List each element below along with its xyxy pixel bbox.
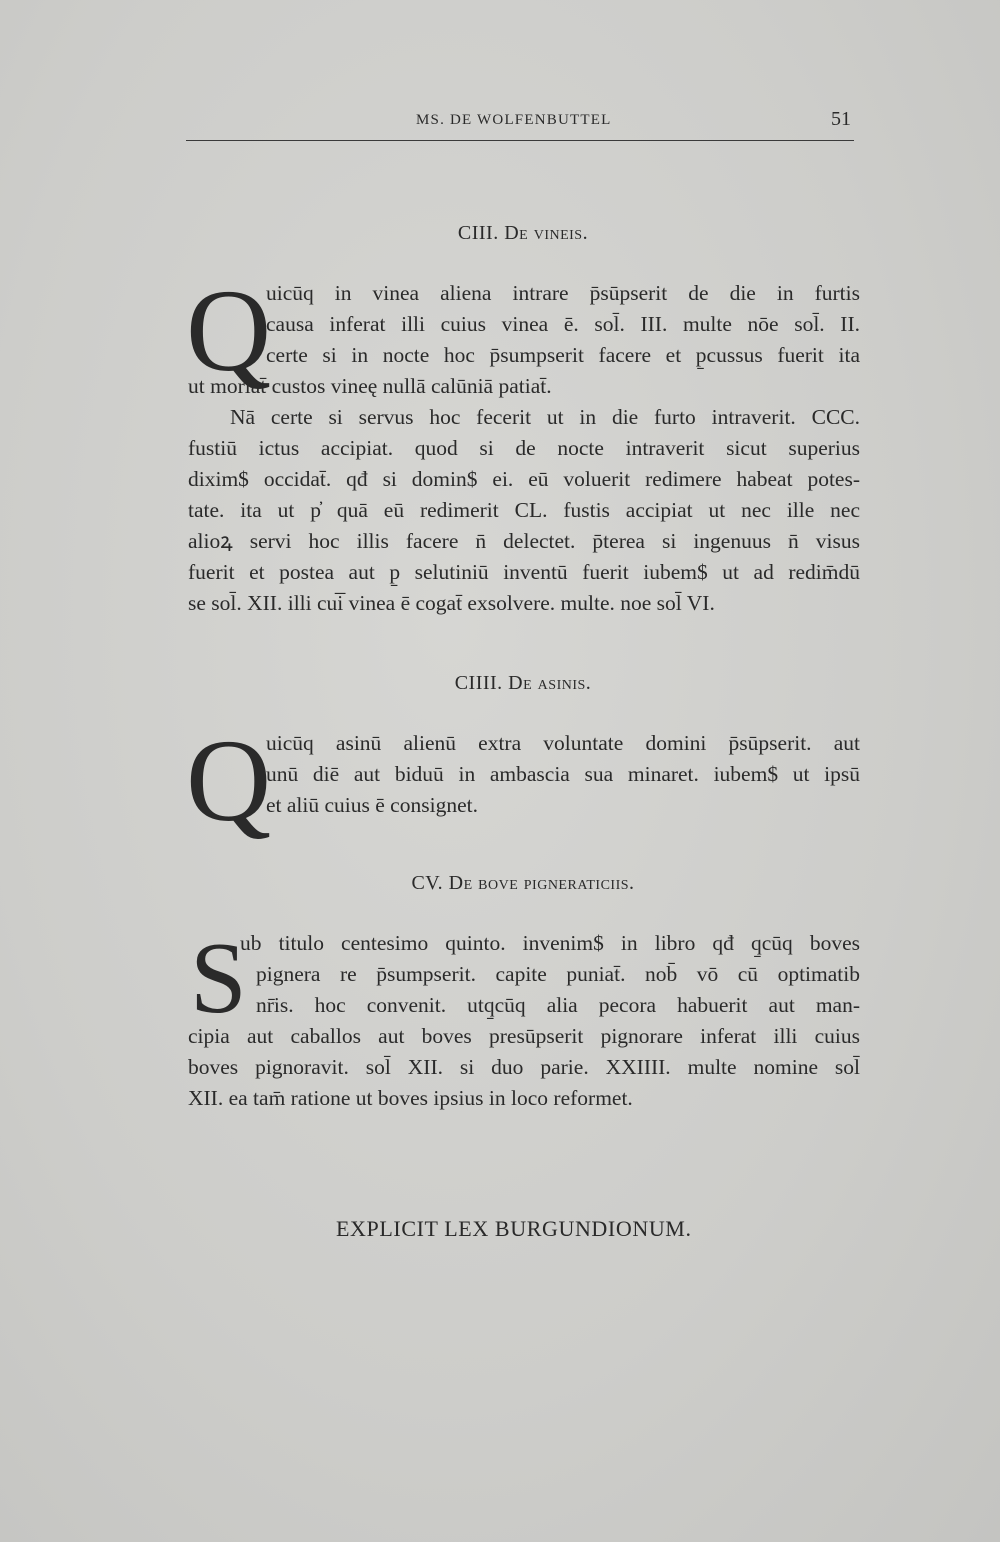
header-rule (186, 140, 854, 141)
section-heading-ciii (188, 222, 858, 245)
text-line: Nā certe si servus hoc fecerit ut in die furto intraverit. CCC. (230, 405, 860, 429)
running-head (188, 108, 853, 138)
text-line: uicūq in vinea aliena intrare p̄sūpserit de die in furtis (266, 281, 860, 305)
section-title: De vineis. (504, 222, 589, 244)
section-numeral: CIII. (457, 222, 499, 244)
text-line: pignera re p̄sumpserit. capite puniat̄. nob̄ vō cū optimatib (256, 962, 860, 986)
text-line: cipia aut caballos aut boves presūpserit pignorare inferat illi cuius (188, 1024, 860, 1048)
text-line: ut moriat̄ custos vineę nullā calūniā patiat̄. (188, 374, 552, 398)
text-line: causa inferat illi cuius vinea ē. sol̄. III. multe nōe sol̄. II. (266, 312, 860, 336)
text-line: fuerit et postea aut p̱ selutiniū inventū fuerit iubem$ ut ad redim̄dū (188, 560, 860, 584)
running-title: MS. DE WOLFENBUTTEL (416, 112, 612, 128)
section-title: De bove pigneraticiis. (448, 872, 635, 894)
text-line: dixim$ occidat̄. qđ si domin$ ei. eū voluerit redimere habeat potes- (188, 467, 860, 491)
section-text-cv (188, 922, 860, 1114)
text-line: fustiū ictus accipiat. quod si de nocte intraverit sicut superius (188, 436, 860, 460)
section-text-ciii (188, 278, 860, 619)
text-line: se sol̄. XII. illi cui̅ vinea ē cogat̄ exsolvere. multe. noe sol̄ VI. (188, 591, 715, 615)
section-heading-ciiii (188, 672, 858, 695)
section-text-ciiii (188, 728, 860, 821)
section-numeral: CV. (411, 872, 444, 894)
text-line: nr̄is. hoc convenit. utq̱cūq alia pecora habuerit aut man- (256, 993, 860, 1017)
drop-cap-s: S (190, 922, 247, 1035)
text-line: boves pignoravit. sol̄ XII. si duo parie. XXIIII. multe nomine sol̄ (188, 1055, 860, 1079)
text-line: certe si in nocte hoc p̄sumpserit facere et p̱cussus fuerit ita (266, 343, 860, 367)
explicit-colophon: EXPLICIT LEX BURGUNDIONUM. (336, 1216, 692, 1241)
text-line: et aliū cuius ē consignet. (266, 793, 478, 817)
text-line: uicūq asinū alienū extra voluntate domini p̄sūpserit. aut (266, 731, 860, 755)
text-line: XII. ea tam̄ ratione ut boves ipsius in loco reformet. (188, 1086, 633, 1110)
text-line: ub titulo centesimo quinto. invenim$ in libro qđ q̱cūq boves (240, 931, 860, 955)
text-line: alioꝝ servi hoc illis facere n̄ delectet. p̄terea si ingenuus n̄ visus (188, 529, 860, 553)
drop-cap-q: Q (186, 715, 272, 846)
drop-cap-q: Q (186, 265, 272, 396)
page-number: 51 (831, 108, 851, 130)
text-line: tate. ita ut p̓ quā eū redimerit CL. fustis accipiat ut nec ille nec (188, 498, 860, 522)
section-numeral: CIIII. (454, 672, 503, 694)
text-line: unū diē aut biduū in ambascia sua minaret. iubem$ ut ipsū (266, 762, 860, 786)
section-heading-cv (188, 872, 858, 895)
section-title: De asinis. (508, 672, 592, 694)
